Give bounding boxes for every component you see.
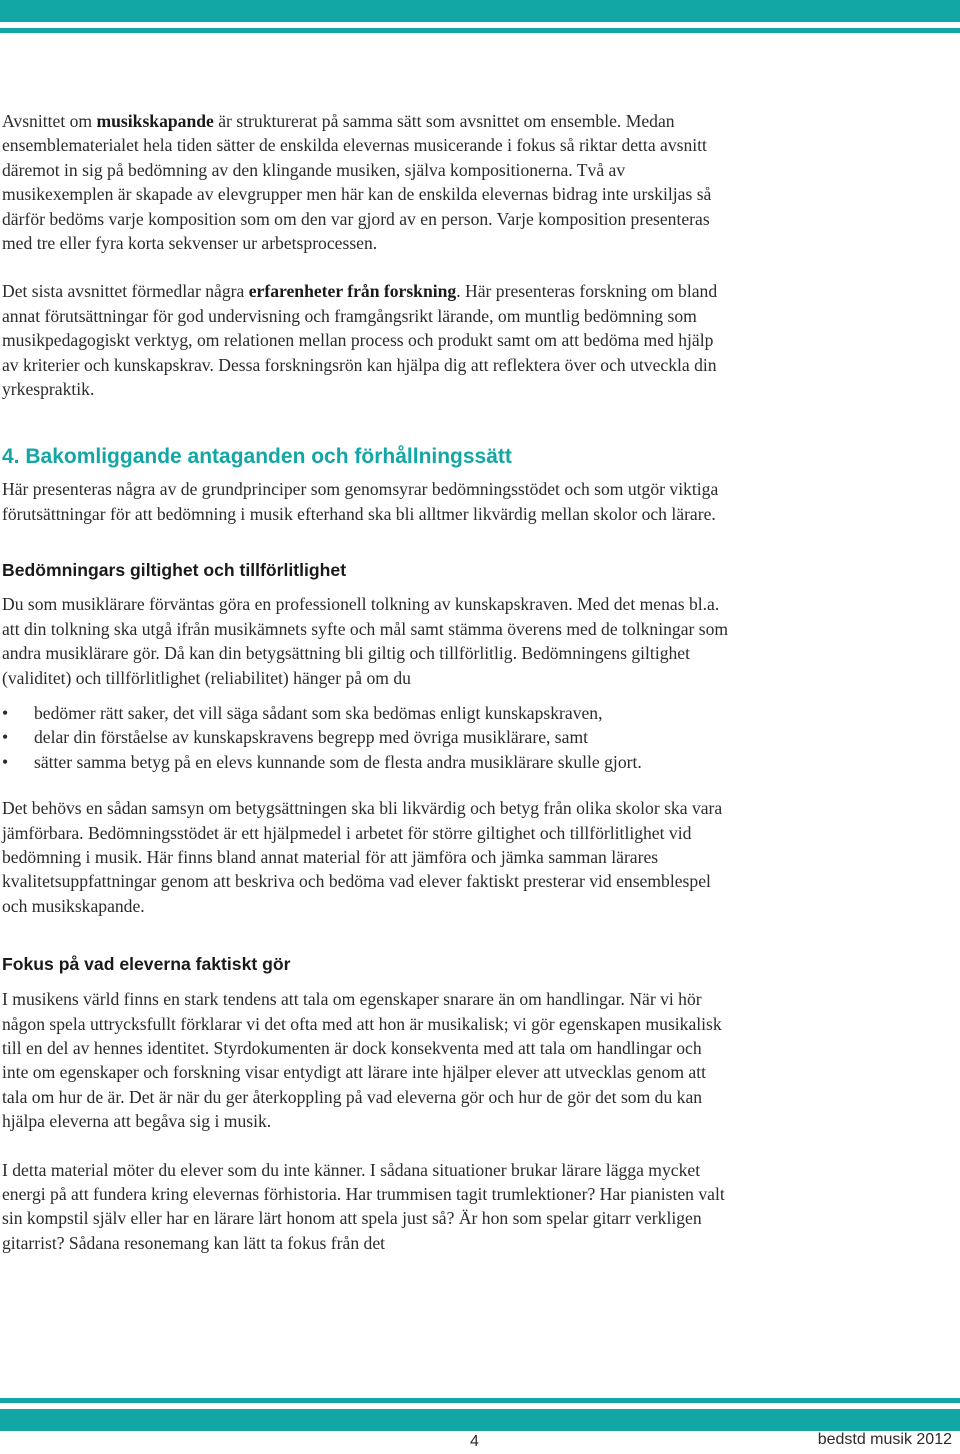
bold-term-musikskapande: musikskapande (96, 111, 214, 131)
bullet-item: • bedömer rätt saker, det vill säga sådant som ska bedömas enligt kunskapskraven, (2, 701, 732, 725)
bold-term-forskning: erfarenheter från forskning (248, 281, 457, 302)
top-band-thin (0, 28, 960, 33)
bullet-item: • sätter samma betyg på en elevs kunnande som de flesta andra musiklärare skulle gjort. (2, 750, 732, 774)
bottom-band-thin (0, 1398, 960, 1403)
giltighet-paragraph-2: Det behövs en sådan samsyn om betygsättningen ska bli likvärdig och betyg från olika skolor ska vara jämförbara. Bedömningsstödet är ett hjälpmedel i arbetet för större giltighet och tillförlitlighet vid bedömning i musik. Här finns bland annat material för att jämföra och jämka samman lärares kvalitetsuppfattningar genom att beskriva och bedöma vad elever faktiskt presterar vid ensemblespel och musikskapande. (2, 798, 723, 916)
intro-paragraph-1: Avsnittet om musikskapande är strukturerat på samma sätt som avsnittet om ensemble. Medan ensemblematerialet hela tiden sätter de enskilda elevernas musicerande i fokus så riktar detta avsnitt däremot in sig på bedömning av den klingande musiken, själva kompositionerna. Två av musikexemplen är skapade av elevgrupper men här kan de enskilda elevernas bidrag inte urskiljas så därför bedöms varje komposition som om den var gjord av en person. Varje komposition presenteras med tre eller fyra korta sekvenser ur arbetsprocessen. (2, 111, 712, 254)
bullet-icon: • (2, 727, 9, 748)
footer-brand: bedstd musik 2012 (817, 1431, 952, 1448)
bottom-band-thick (0, 1409, 960, 1431)
bullet-item: • delar din förståelse av kunskapskravens begrepp med övriga musiklärare, samt (2, 725, 732, 749)
intro-paragraph-2: Det sista avsnittet förmedlar några erfarenheter från forskning. Här presenteras forskning om bland annat förutsättningar för god undervisning och framgångsrikt lärande, om muntlig bedömning som musikpedagogiskt verktyg, om relationen mellan process och produkt samt om att bedöma med hjälp av kriterier och kunskapskrav. Dessa forskningsrön kan hjälpa dig att reflektera över och utveckla din yrkespraktik. (2, 281, 718, 400)
section-intro: Här presenteras några av de grundprinciper som genomsyrar bedömningsstödet och som utgör viktiga förutsättningar för att bedömning i musik efterhand ska bli alltmer likvärdig mellan skolor och lärare. (2, 479, 719, 524)
fokus-paragraph-2: I detta material möter du elever som du inte känner. I sådana situationer brukar lärare lägga mycket energi på att fundera kring elevernas förhistoria. Har trummisen tagit trumlektioner? Har pianisten valt sin kompstil själv eller har en lärare lärt honom att spela just så? Är hon som spelar gitarr verkligen gitarrist? Sådana resonemang kan lätt ta fokus från det (2, 1159, 725, 1253)
giltighet-paragraph-1: Du som musiklärare förväntas göra en professionell tolkning av kunskapskraven. Med det menas bl.a. att din tolkning ska utgå ifrån musikämnets syfte och mål samt stämma överens med de tolkningar som andra musiklärare gör. Då kan din betygsättning bli giltig och tillförlitlig. Bedömningens giltighet (validitet) och tillförlitlighet (reliabilitet) hänger på om du (2, 594, 729, 688)
subheading-fokus: Fokus på vad eleverna faktiskt gör (2, 954, 291, 975)
bullet-icon: • (2, 751, 9, 772)
page-number: 4 (470, 1433, 479, 1450)
page-content (2, 109, 732, 1255)
bullet-icon: • (2, 702, 9, 723)
bullet-list (2, 701, 732, 774)
top-band-thick (0, 0, 960, 22)
subheading-giltighet: Bedömningars giltighet och tillförlitlighet (2, 560, 347, 581)
fokus-paragraph-1: I musikens värld finns en stark tendens att tala om egenskaper snarare än om handlingar. När vi hör någon spela uttrycksfullt förklarar vi det ofta med att hon är musikalisk; vi gör egenskapen musikalisk till en del av hennes identitet. Styrdokumenten är dock konsekventa med att tala om handlingar och inte om egenskaper och forskning visar entydigt att lärare inte hjälper elever att utvecklas genom att tala om hur de är. Det är när du ger återkoppling på vad eleverna gör och hur de gör det som du kan hjälpa eleverna att begåva sig i musik. (2, 989, 722, 1132)
section-heading: 4. Bakomliggande antaganden och förhållningssätt (2, 445, 512, 469)
